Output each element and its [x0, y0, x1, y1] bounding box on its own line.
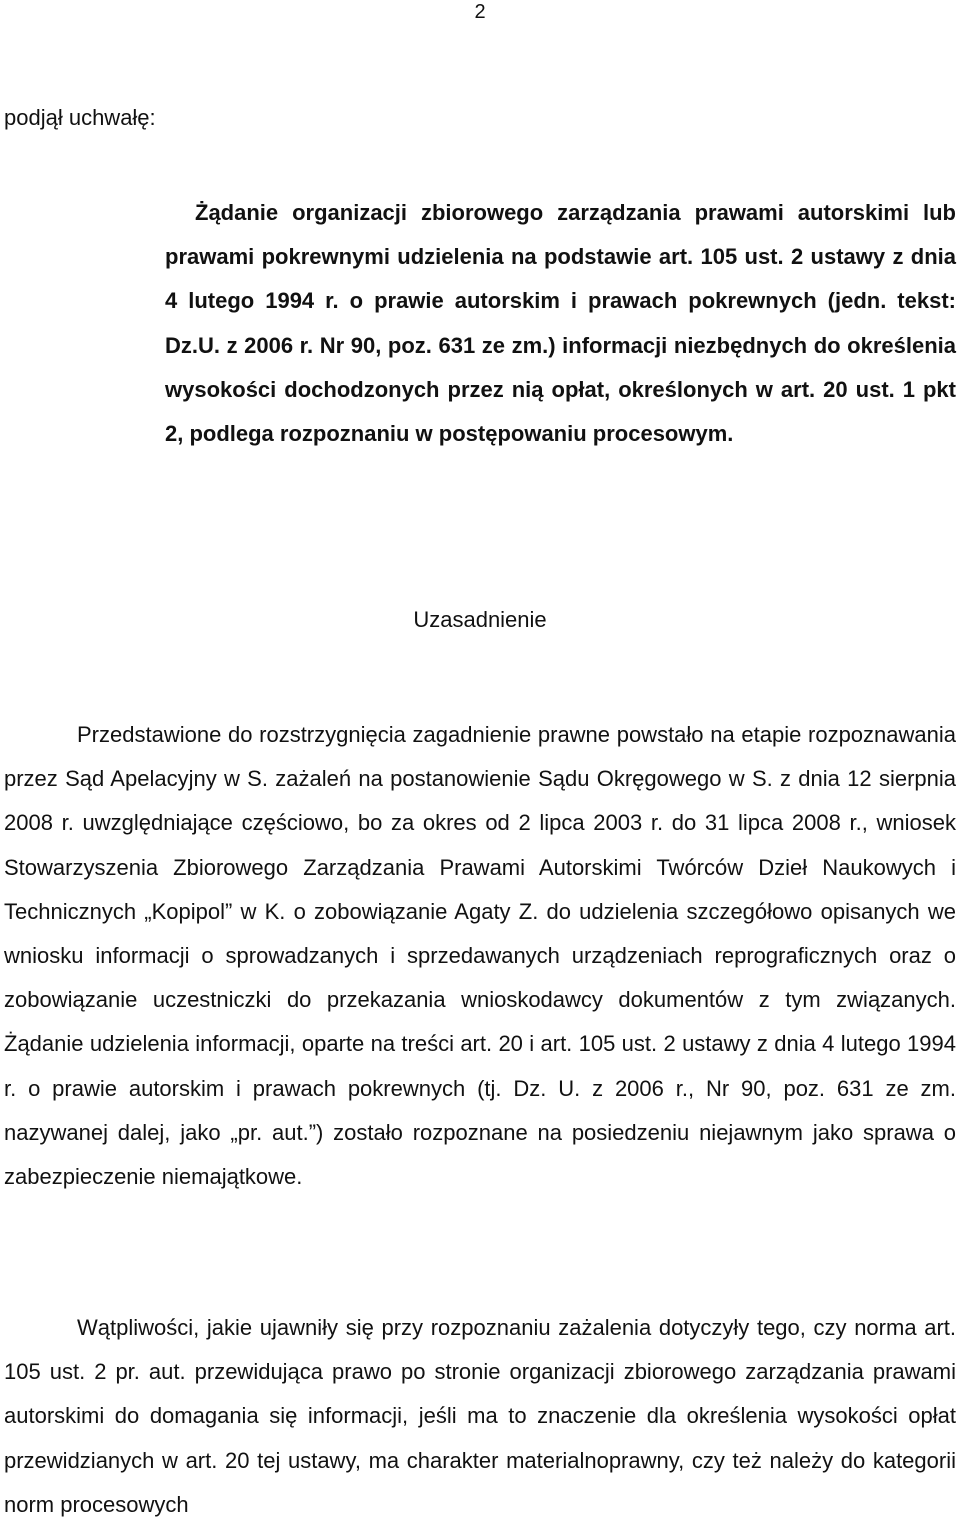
resolution-body: Żądanie organizacji zbiorowego zarządzania prawami autorskimi lub prawami pokrewnymi udzielenia na podstawie art. 105 ust. 2 ustawy z dnia 4 lutego 1994 r. o prawie autorskim i prawach pokrewnych (jedn. tekst: Dz.U. z 2006 r. Nr 90, poz. 631 ze zm.) informacji niezbędnych do określenia wysokości dochodzonych przez nią opłat, określonych w art. 20 ust. 1 pkt 2, podlega rozpoznaniu w postępowaniu procesowym.: [165, 200, 956, 447]
page-number: 2: [474, 1, 486, 23]
justification-paragraph-2: Wątpliwości, jakie ujawniły się przy rozpoznaniu zażalenia dotyczyły tego, czy norma art. 105 ust. 2 pr. aut. przewidująca prawo po stronie organizacji zbiorowego zarządzania prawami autorskimi do domagania się informacji, jeśli ma to znaczenie dla określenia wysokości opłat przewidzianych w art. 20 tej ustawy, ma charakter materialnoprawny, czy też należy do kategorii norm procesowych: [4, 1315, 956, 1517]
justification-paragraph-1: Przedstawione do rozstrzygnięcia zagadnienie prawne powstało na etapie rozpoznawania przez Sąd Apelacyjny w S. zażaleń na postanowienie Sądu Okręgowego w S. z dnia 12 sierpnia 2008 r. uwzględniające częściowo, bo za okres od 2 lipca 2003 r. do 31 lipca 2008 r., wniosek Stowarzyszenia Zbiorowego Zarządzania Prawami Autorskimi Twórców Dzieł Naukowych i Technicznych „Kopipol” w K. o zobowiązanie Agaty Z. do udzielenia szczegółowo opisanych we wniosku informacji o sprowadzanych i sprzedawanych urządzeniach reprograficznych oraz o zobowiązanie uczestniczki do przekazania wnioskodawcy dokumentów z tym związanych. Żądanie udzielenia informacji, oparte na treści art. 20 i art. 105 ust. 2 ustawy z dnia 4 lutego 1994 r. o prawie autorskim i prawach pokrewnych (tj. Dz. U. z 2006 r., Nr 90, poz. 631 ze zm. nazywanej dalej, jako „pr. aut.”) zostało rozpoznane na posiedzeniu niejawnym jako sprawa o zabezpieczenie niemajątkowe.: [4, 722, 956, 1190]
justification-title: Uzasadnienie: [413, 607, 547, 632]
intro-text: podjął uchwałę:: [4, 105, 156, 130]
resolution-text: [165, 191, 956, 456]
